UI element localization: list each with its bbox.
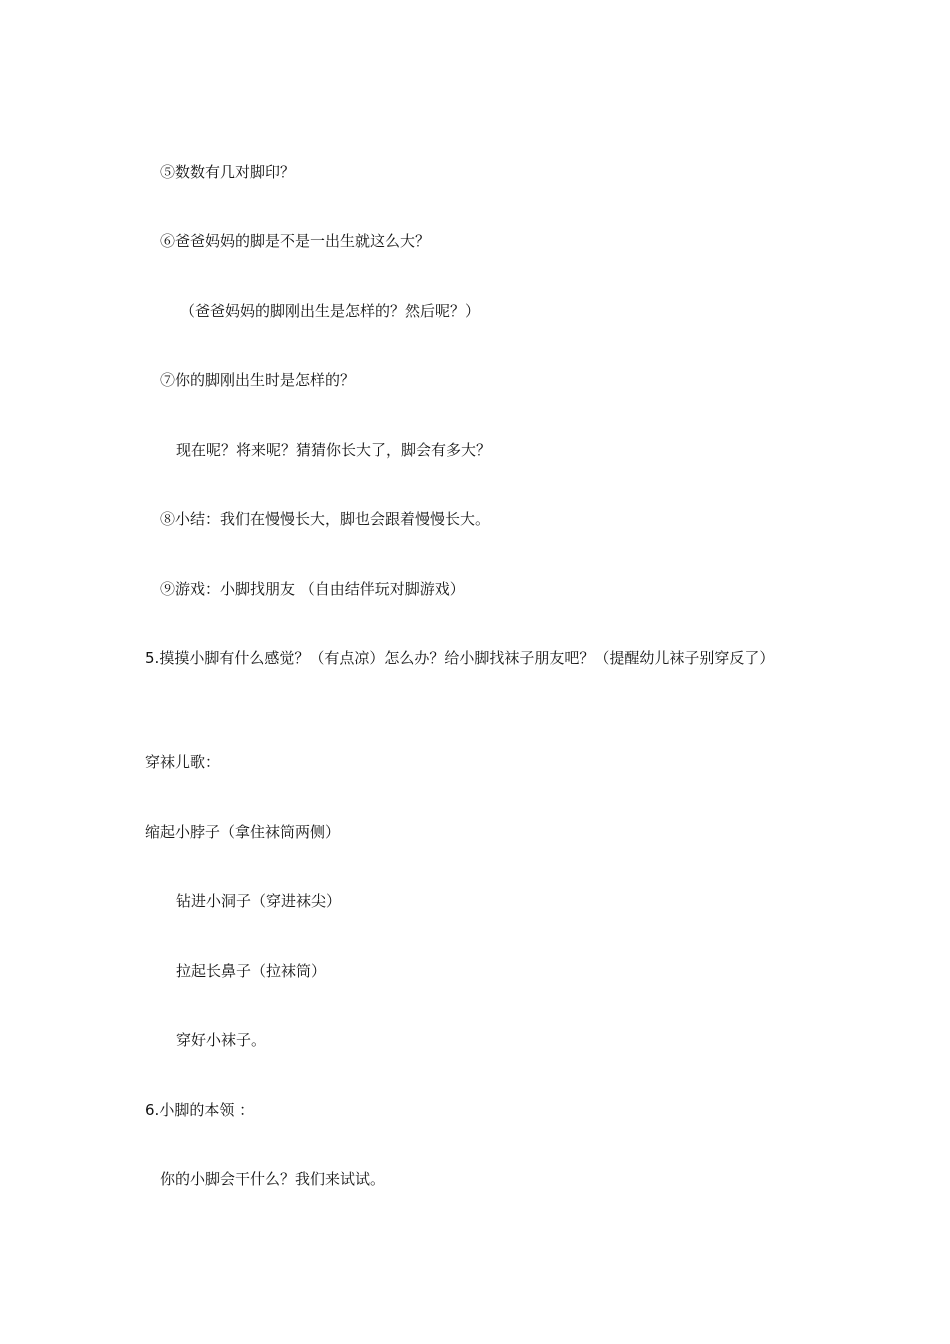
section-6-heading bbox=[145, 1100, 254, 1120]
section-number: 5. bbox=[145, 649, 160, 667]
line-text: 穿袜儿歌： bbox=[145, 753, 221, 771]
sock-song-line-2 bbox=[176, 891, 341, 911]
section-5-paragraph bbox=[145, 641, 795, 675]
line-text: ⑦你的脚刚出生时是怎样的？ bbox=[160, 371, 356, 389]
item-6-sub-question bbox=[180, 301, 480, 321]
line-text: 缩起小脖子（拿住袜筒两侧） bbox=[145, 823, 341, 841]
item-8-summary bbox=[160, 509, 490, 529]
sock-song-line-4 bbox=[176, 1030, 266, 1050]
line-text: 拉起长鼻子（拉袜筒） bbox=[176, 962, 327, 980]
item-9-game bbox=[160, 579, 465, 599]
line-text: ⑤数数有几对脚印？ bbox=[160, 163, 296, 181]
line-text: ⑥爸爸妈妈的脚是不是一出生就这么大？ bbox=[160, 232, 431, 250]
item-7-sub-question bbox=[176, 440, 491, 460]
section-number: 6. bbox=[145, 1101, 160, 1119]
line-text: 摸摸小脚有什么感觉？（有点凉）怎么办？给小脚找袜子朋友吧？（提醒幼儿袜子别穿反了） bbox=[159, 649, 775, 667]
line-text: （爸爸妈妈的脚刚出生是怎样的？然后呢？） bbox=[180, 302, 481, 320]
line-text: 现在呢？将来呢？猜猜你长大了，脚会有多大？ bbox=[176, 441, 492, 459]
line-text: ⑨游戏：小脚找朋友 （自由结伴玩对脚游戏） bbox=[160, 580, 465, 598]
item-7-your-feet bbox=[160, 370, 355, 390]
sock-song-title bbox=[145, 752, 220, 772]
line-text: ⑧小结：我们在慢慢长大，脚也会跟着慢慢长大。 bbox=[160, 510, 491, 528]
sock-song-line-1 bbox=[145, 822, 340, 842]
line-text: 小脚的本领 ： bbox=[159, 1101, 255, 1119]
item-6-parents-feet bbox=[160, 231, 430, 251]
line-text: 钻进小洞子（穿进袜尖） bbox=[176, 892, 342, 910]
section-6-question bbox=[160, 1169, 385, 1189]
line-text: 你的小脚会干什么？我们来试试。 bbox=[160, 1170, 386, 1188]
sock-song-line-3 bbox=[176, 961, 326, 981]
item-5-count-footprints bbox=[160, 162, 295, 182]
line-text: 穿好小袜子。 bbox=[176, 1031, 267, 1049]
